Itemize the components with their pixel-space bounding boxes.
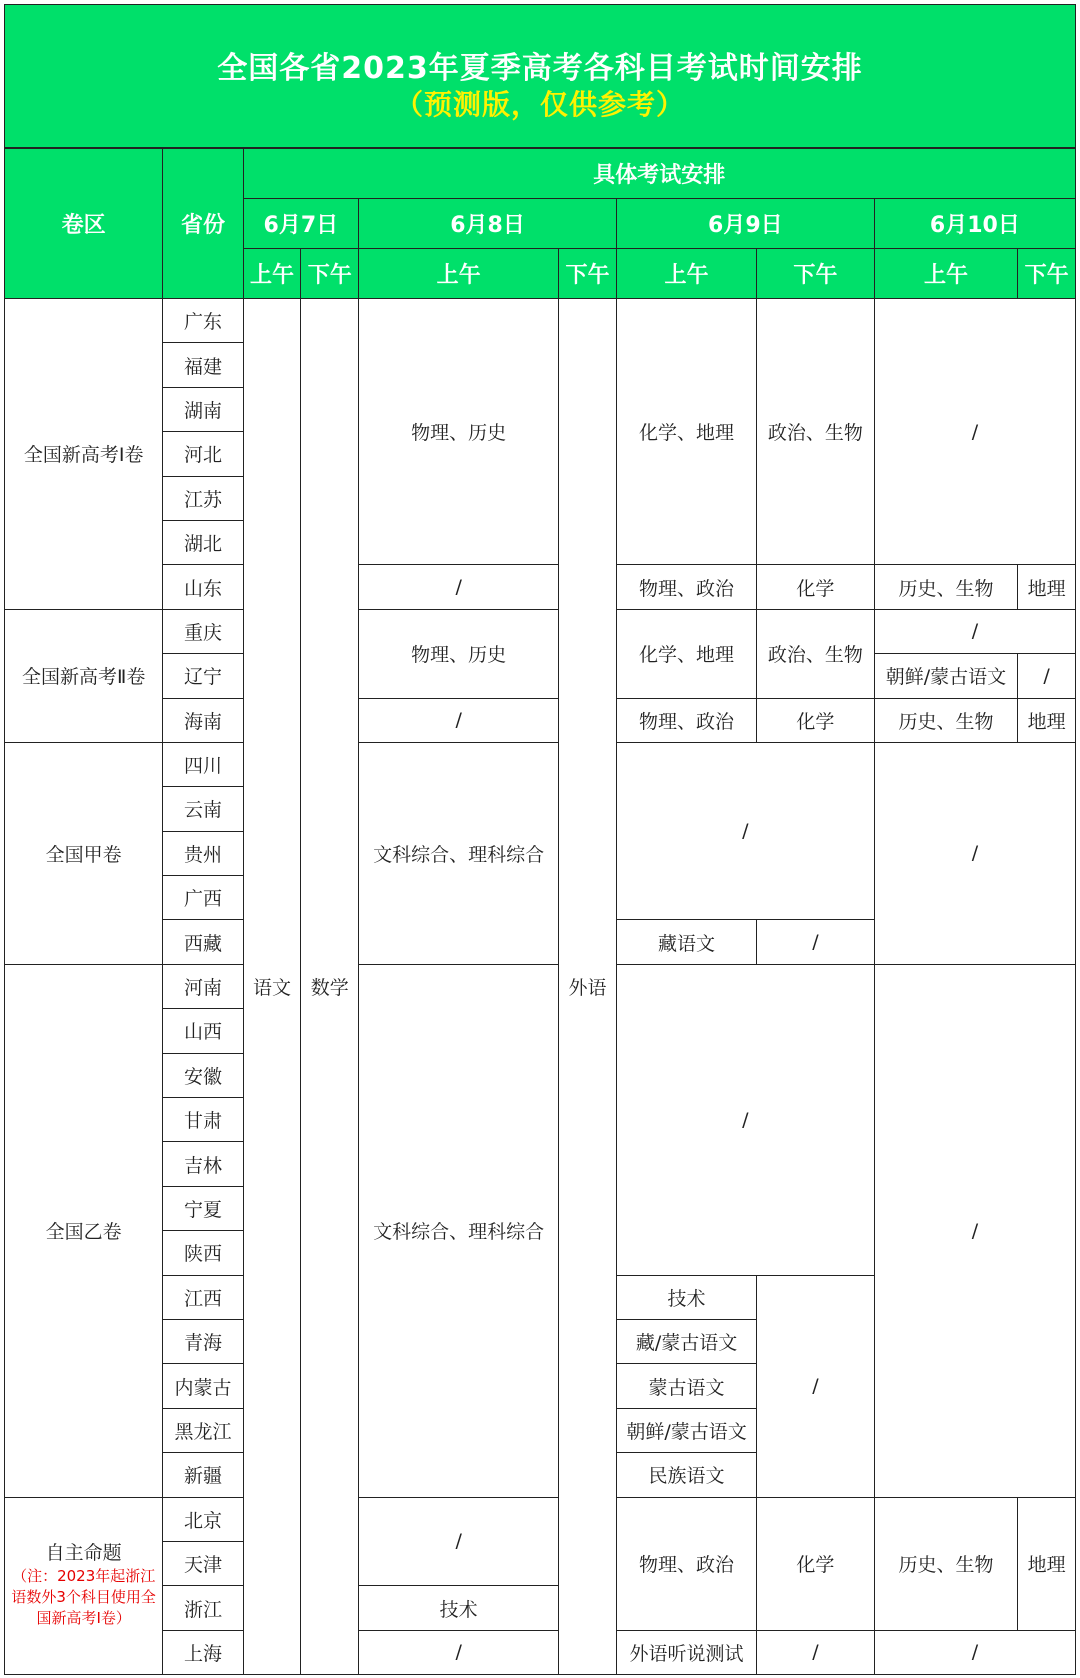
schedule-cell: 政治、生物 <box>757 609 875 698</box>
schedule-cell: 物理、历史 <box>359 299 559 565</box>
schedule-cell: 文科综合、理科综合 <box>359 742 559 964</box>
page-subtitle: （预测版，仅供参考） <box>394 88 685 121</box>
schedule-cell: 藏语文 <box>616 920 756 964</box>
province-cell: 云南 <box>163 787 243 831</box>
province-cell: 北京 <box>163 1497 243 1541</box>
region-national-jia: 全国甲卷 <box>5 742 163 964</box>
schedule-cell: 地理 <box>1018 565 1076 609</box>
schedule-cell: 化学 <box>757 565 875 609</box>
schedule-cell: 化学、地理 <box>616 609 756 698</box>
schedule-cell: 技术 <box>616 1275 756 1319</box>
schedule-cell: / <box>757 1275 875 1497</box>
page-title: 全国各省2023年夏季高考各科目考试时间安排 <box>217 51 863 86</box>
province-cell: 江苏 <box>163 476 243 520</box>
province-cell: 山西 <box>163 1009 243 1053</box>
schedule-cell: 地理 <box>1018 1497 1076 1630</box>
schedule-cell: / <box>616 964 874 1275</box>
schedule-cell: 历史、生物 <box>874 698 1017 742</box>
province-cell: 重庆 <box>163 609 243 653</box>
province-cell: 海南 <box>163 698 243 742</box>
province-cell: 湖南 <box>163 387 243 431</box>
schedule-cell: / <box>359 1630 559 1674</box>
schedule-cell: / <box>359 698 559 742</box>
schedule-cell: / <box>757 920 875 964</box>
province-cell: 四川 <box>163 742 243 786</box>
province-cell: 江西 <box>163 1275 243 1319</box>
schedule-cell: 民族语文 <box>616 1453 756 1497</box>
subject-math: 数学 <box>301 299 359 1675</box>
table-row <box>5 1497 1076 1541</box>
region-independent-note: （注：2023年起浙江语数外3个科目使用全国新高考Ⅰ卷） <box>11 1567 156 1628</box>
schedule-cell: 政治、生物 <box>757 299 875 565</box>
schedule-cell: 技术 <box>359 1586 559 1630</box>
header-juanqu: 卷区 <box>5 149 163 299</box>
province-cell: 安徽 <box>163 1053 243 1097</box>
province-cell: 辽宁 <box>163 654 243 698</box>
schedule-cell: / <box>874 299 1075 565</box>
schedule-cell: 化学 <box>757 698 875 742</box>
province-cell: 新疆 <box>163 1453 243 1497</box>
province-cell: 广西 <box>163 876 243 920</box>
header-am: 上午 <box>874 249 1017 299</box>
region-independent-label: 自主命题 <box>45 1542 122 1565</box>
table-row <box>5 609 1076 653</box>
schedule-cell: 物理、政治 <box>616 698 756 742</box>
schedule-cell: 物理、政治 <box>616 565 756 609</box>
schedule-cell: 物理、历史 <box>359 609 559 698</box>
header-date-0607: 6月7日 <box>243 199 359 249</box>
schedule-cell: / <box>1018 654 1076 698</box>
province-cell: 西藏 <box>163 920 243 964</box>
schedule-cell: / <box>359 565 559 609</box>
header-date-0608: 6月8日 <box>359 199 617 249</box>
province-cell: 广东 <box>163 299 243 343</box>
table-row <box>5 299 1076 343</box>
schedule-cell: 化学、地理 <box>616 299 756 565</box>
schedule-cell: 化学 <box>757 1497 875 1630</box>
province-cell: 天津 <box>163 1541 243 1585</box>
exam-schedule-table <box>4 148 1076 1675</box>
header-pm: 下午 <box>559 249 617 299</box>
table-row <box>5 698 1076 742</box>
schedule-cell: / <box>874 742 1075 964</box>
schedule-cell: 朝鲜/蒙古语文 <box>616 1408 756 1452</box>
region-new-gaokao-1: 全国新高考Ⅰ卷 <box>5 299 163 610</box>
province-cell: 浙江 <box>163 1586 243 1630</box>
schedule-cell: 朝鲜/蒙古语文 <box>874 654 1017 698</box>
subject-foreign: 外语 <box>559 299 617 1675</box>
table-row <box>5 565 1076 609</box>
header-pm: 下午 <box>1018 249 1076 299</box>
header-arrangement: 具体考试安排 <box>243 149 1075 199</box>
province-cell: 上海 <box>163 1630 243 1674</box>
province-cell: 贵州 <box>163 831 243 875</box>
schedule-cell: / <box>616 742 874 920</box>
schedule-cell: 蒙古语文 <box>616 1364 756 1408</box>
province-cell: 青海 <box>163 1319 243 1363</box>
schedule-cell: 物理、政治 <box>616 1497 756 1630</box>
schedule-cell: 文科综合、理科综合 <box>359 964 559 1497</box>
province-cell: 湖北 <box>163 520 243 564</box>
header-pm: 下午 <box>301 249 359 299</box>
schedule-cell: / <box>874 609 1075 653</box>
title-banner <box>4 4 1076 148</box>
schedule-cell: / <box>359 1497 559 1586</box>
schedule-cell: / <box>874 1630 1075 1674</box>
header-row <box>5 149 1076 199</box>
schedule-cell: 外语听说测试 <box>616 1630 756 1674</box>
province-cell: 河北 <box>163 432 243 476</box>
header-date-0609: 6月9日 <box>616 199 874 249</box>
schedule-cell: / <box>757 1630 875 1674</box>
table-row <box>5 964 1076 1008</box>
province-cell: 内蒙古 <box>163 1364 243 1408</box>
province-cell: 河南 <box>163 964 243 1008</box>
schedule-cell: 地理 <box>1018 698 1076 742</box>
region-national-yi: 全国乙卷 <box>5 964 163 1497</box>
province-cell: 吉林 <box>163 1142 243 1186</box>
header-am: 上午 <box>359 249 559 299</box>
subject-chinese: 语文 <box>243 299 301 1675</box>
schedule-cell: / <box>874 964 1075 1497</box>
table-row <box>5 742 1076 786</box>
header-date-0610: 6月10日 <box>874 199 1075 249</box>
header-shengfen: 省份 <box>163 149 243 299</box>
province-cell: 甘肃 <box>163 1098 243 1142</box>
schedule-cell: 历史、生物 <box>874 1497 1017 1630</box>
header-am: 上午 <box>243 249 301 299</box>
table-row <box>5 1630 1076 1674</box>
province-cell: 陕西 <box>163 1231 243 1275</box>
province-cell: 黑龙江 <box>163 1408 243 1452</box>
province-cell: 山东 <box>163 565 243 609</box>
header-pm: 下午 <box>757 249 875 299</box>
schedule-cell: 藏/蒙古语文 <box>616 1319 756 1363</box>
province-cell: 宁夏 <box>163 1186 243 1230</box>
province-cell: 福建 <box>163 343 243 387</box>
region-new-gaokao-2: 全国新高考Ⅱ卷 <box>5 609 163 742</box>
schedule-cell: 历史、生物 <box>874 565 1017 609</box>
region-independent <box>5 1497 163 1675</box>
header-am: 上午 <box>616 249 756 299</box>
